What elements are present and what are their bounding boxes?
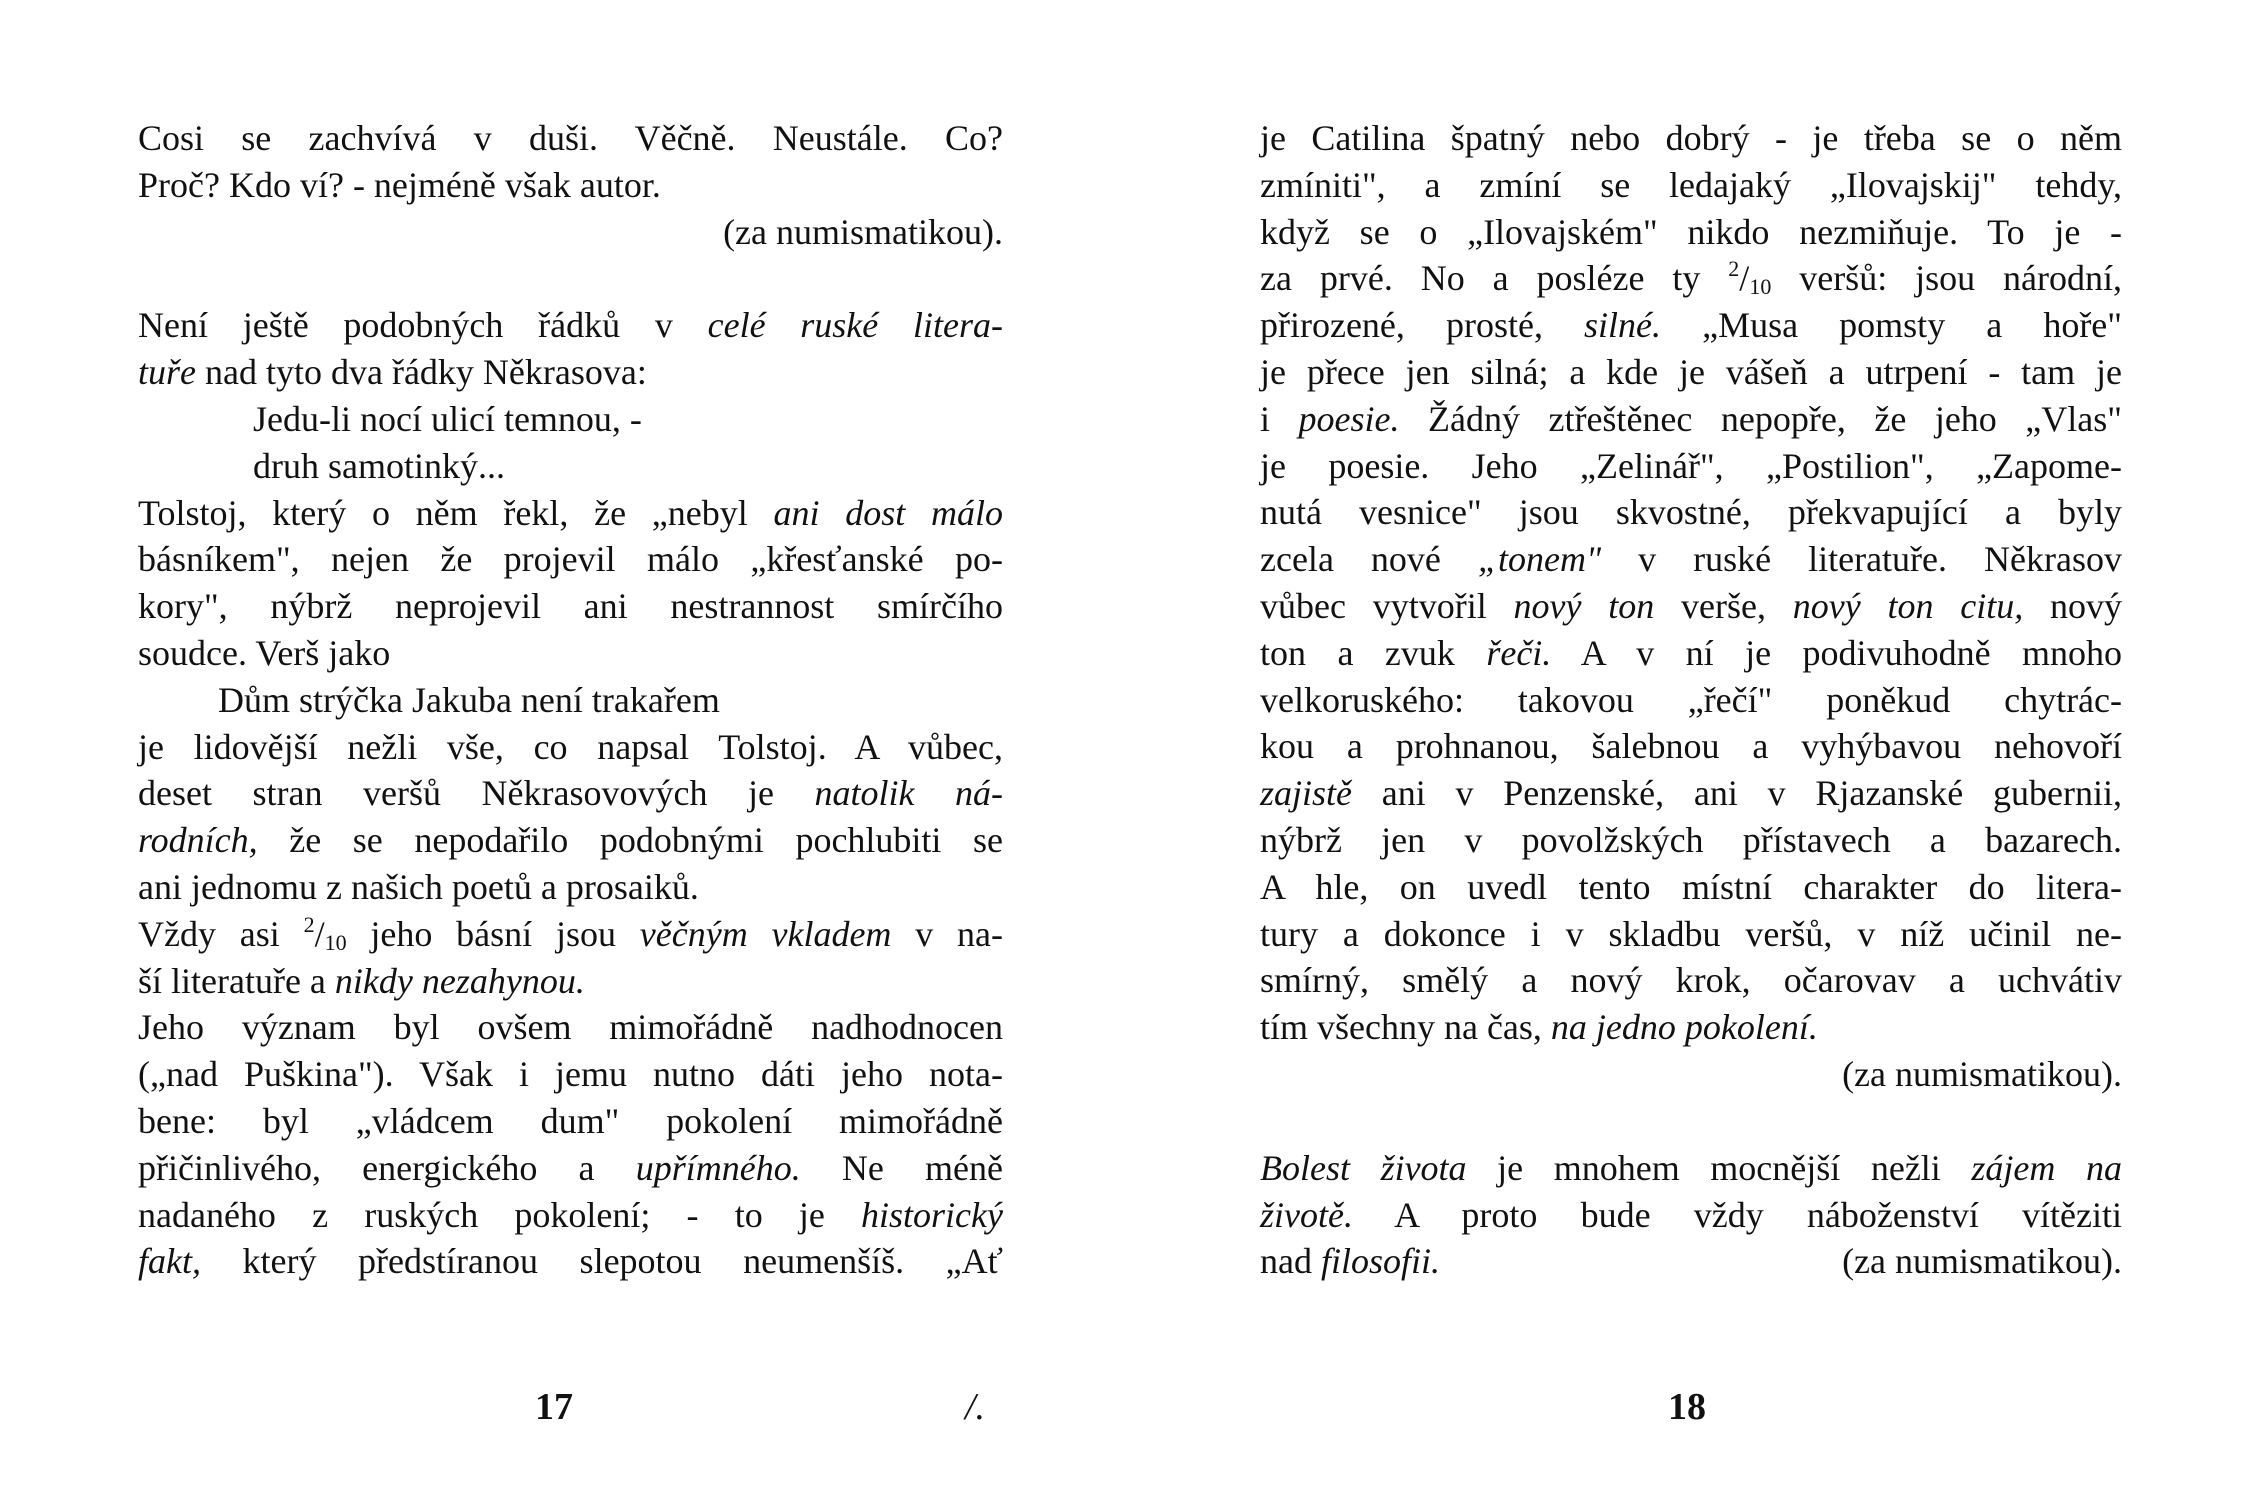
text-run: A v ní je podivuhodně mnoho <box>1551 632 2122 673</box>
emphasis: nový ton citu, <box>1792 585 2024 626</box>
text-run: deset stran veršů Někrasovových je <box>138 773 815 814</box>
text-line: velkoruského: takovou „řečí" poněkud chytrác- <box>1260 679 2122 720</box>
text-run: ší literatuře a <box>138 960 335 1001</box>
text-line: je přece jen silná; a kde je vášeň a utrpení - tam je <box>1260 351 2122 392</box>
text-line: nýbrž jen v povolžských přístavech a bazarech. <box>1260 819 2122 860</box>
fraction-denominator: 10 <box>1749 274 1772 300</box>
attribution: (za numismatikou). <box>1842 1241 2122 1282</box>
page-number: 17 <box>535 1386 573 1428</box>
text-line: smírný, smělý a nový krok, očarovav a uchvátiv <box>1260 960 2122 1001</box>
text-line: kou a prohnanou, šalebnou a vyhýbavou nehovoří <box>1260 726 2122 767</box>
fraction-numerator: 2 <box>303 911 315 937</box>
emphasis: Bolest života <box>1260 1147 1467 1188</box>
text-line <box>1260 630 2122 677</box>
text-line: za prvé. No a posléze ty $^2/_{10}$ veršů: jsou národní, <box>1260 256 2122 300</box>
text-line: Proč? Kdo ví? - nejméně však autor. <box>138 164 661 205</box>
emphasis: filosofii. <box>1320 1241 1441 1282</box>
left-page-text <box>138 115 1003 1285</box>
fraction-denominator: 10 <box>324 929 347 955</box>
page-number: 18 <box>1668 1386 1706 1428</box>
emphasis: natolik ná- <box>814 773 1003 814</box>
text-run: nad tyto dva řádky Někrasova: <box>196 352 647 393</box>
verse-line: druh samotinký... <box>253 445 505 486</box>
text-line <box>138 817 1003 864</box>
text-run: vůbec vytvořil <box>1260 585 1514 626</box>
text-line: soudce. Verš jako <box>138 632 391 673</box>
text-line: tury a dokonce i v skladbu veršů, v níž učinil ne- <box>1260 913 2122 954</box>
text-run: Žádný ztřeštěnec nepopře, že jeho „Vlas" <box>1399 398 2122 439</box>
text-run: nový <box>2023 585 2122 626</box>
emphasis: „tonem" <box>1477 539 1602 580</box>
text-line: je poesie. Jeho „Zelinář", „Postilion", „Zapome- <box>1260 445 2122 486</box>
attribution: (za numismatikou). <box>1842 1053 2122 1094</box>
text-line: Jeho význam byl ovšem mimořádně nadhodnocen <box>138 1007 1003 1048</box>
text-line <box>1260 1192 2122 1239</box>
text-run: v na- <box>891 913 1004 954</box>
text-line <box>1260 536 2122 583</box>
text-line: je Catilina špatný nebo dobrý - je třeba se o něm <box>1260 118 2122 158</box>
emphasis: historický <box>861 1194 1003 1235</box>
attribution: (za numismatikou). <box>723 211 1003 252</box>
text-line <box>1260 770 2122 817</box>
emphasis: životě. <box>1260 1194 1353 1235</box>
text-line <box>1260 396 2122 443</box>
text-line <box>1260 1145 2122 1192</box>
emphasis: zajistě <box>1260 773 1353 814</box>
text-line: („nad Puškina"). Však i jemu nutno dáti jeho nota- <box>138 1054 1003 1095</box>
text-line <box>1260 1238 2122 1285</box>
emphasis: rodních, <box>138 820 258 861</box>
text-line <box>138 1192 1003 1239</box>
text-run: zcela nové <box>1260 539 1478 580</box>
text-line <box>138 490 1003 537</box>
text-line <box>1260 302 2122 349</box>
text-line <box>138 958 1003 1005</box>
text-run: Ne méně <box>800 1147 1004 1188</box>
text-line: když se o „Ilovajském" nikdo nezmiňuje. To je - <box>1260 211 2122 252</box>
text-run: Není ještě podobných řádků v <box>138 305 708 346</box>
emphasis: ani dost málo <box>773 492 1004 533</box>
text-run: tím všechny na čas, <box>1260 1007 1551 1048</box>
text-run: je mnohem mocnější nežli <box>1466 1147 1972 1188</box>
text-run: že se nepodařilo podobnými pochlubiti se <box>257 820 1003 861</box>
emphasis: věčným vkladem <box>639 913 892 954</box>
emphasis: celé ruské litera- <box>707 305 1003 346</box>
text-run: v ruské literatuře. Někrasov <box>1601 539 2122 580</box>
text-run: ani v Penzenské, ani v Rjazanské gubernii, <box>1352 773 2122 814</box>
text-run: i <box>1260 398 1299 439</box>
text-run: přičinlivého, energického a <box>138 1147 636 1188</box>
emphasis: tuře <box>138 352 196 393</box>
text-run: jeho básní jsou <box>346 913 640 954</box>
emphasis: nikdy nezahynou. <box>334 960 585 1001</box>
text-line <box>138 302 1003 349</box>
verse-line: Dům strýčka Jakuba není trakařem <box>218 679 720 720</box>
text-line: je lidovější nežli vše, co napsal Tolstoj. A vůbec, <box>138 726 1003 767</box>
text-line: bene: byl „vládcem dum" pokolení mimořádně <box>138 1100 1003 1141</box>
fraction-numerator: 2 <box>1728 256 1740 282</box>
margin-mark: /. <box>965 1386 986 1428</box>
text-run: verše, <box>1654 585 1793 626</box>
text-line <box>138 770 1003 817</box>
text-run: nadaného z ruských pokolení; - to je <box>138 1194 862 1235</box>
text-line <box>138 349 1003 396</box>
text-line <box>138 1145 1003 1192</box>
text-run: veršů: jsou národní, <box>1771 258 2122 299</box>
text-line: zmíniti", a zmíní se ledajaký „Ilovajskij" tehdy, <box>1260 164 2122 205</box>
text-line: Cosi se zachvívá v duši. Věčně. Neustále. Co? <box>138 118 1003 158</box>
text-run: za prvé. No a posléze ty <box>1260 258 1729 299</box>
verse-line: Jedu-li nocí ulicí temnou, - <box>253 398 642 439</box>
right-page-text <box>1260 115 2122 1285</box>
emphasis: řeči. <box>1486 632 1552 673</box>
text-run: Tolstoj, který o něm řekl, že „nebyl <box>138 492 774 533</box>
emphasis: poesie. <box>1298 398 1400 439</box>
emphasis: fakt, <box>138 1241 201 1282</box>
text-line: ani jednomu z našich poetů a prosaiků. <box>138 866 699 907</box>
text-line: kory", nýbrž neprojevil ani nestrannost smírčího <box>138 586 1003 627</box>
emphasis: nový ton <box>1513 585 1655 626</box>
text-line <box>1260 583 2122 630</box>
emphasis: na jedno pokolení. <box>1550 1007 1818 1048</box>
text-run: Vždy asi <box>138 913 304 954</box>
text-run: „Musa pomsty a hoře" <box>1661 305 2122 346</box>
emphasis: upřímného. <box>635 1147 801 1188</box>
text-line: Vždy asi $^2/_{10}$ jeho básní jsou věčným vkladem v na- <box>138 911 1004 955</box>
text-line <box>1260 1004 2122 1051</box>
text-run: ton a zvuk <box>1260 632 1487 673</box>
text-run: přirozené, prosté, <box>1260 305 1585 346</box>
emphasis: zájem na <box>1971 1147 2122 1188</box>
text-line <box>138 1238 1003 1285</box>
text-line: básníkem", nejen že projevil málo „křesťanské po- <box>138 539 1003 580</box>
emphasis: silné. <box>1584 305 1662 346</box>
text-run: který předstíranou slepotou neumenšíš. „Ať <box>200 1241 1003 1282</box>
text-run: A proto bude vždy náboženství vítěziti <box>1352 1194 2122 1235</box>
text-line: A hle, on uvedl tento místní charakter do litera- <box>1260 866 2122 907</box>
text-line: nutá vesnice" jsou skvostné, překvapující a byly <box>1260 492 2122 533</box>
text-run: nad <box>1260 1241 1321 1282</box>
